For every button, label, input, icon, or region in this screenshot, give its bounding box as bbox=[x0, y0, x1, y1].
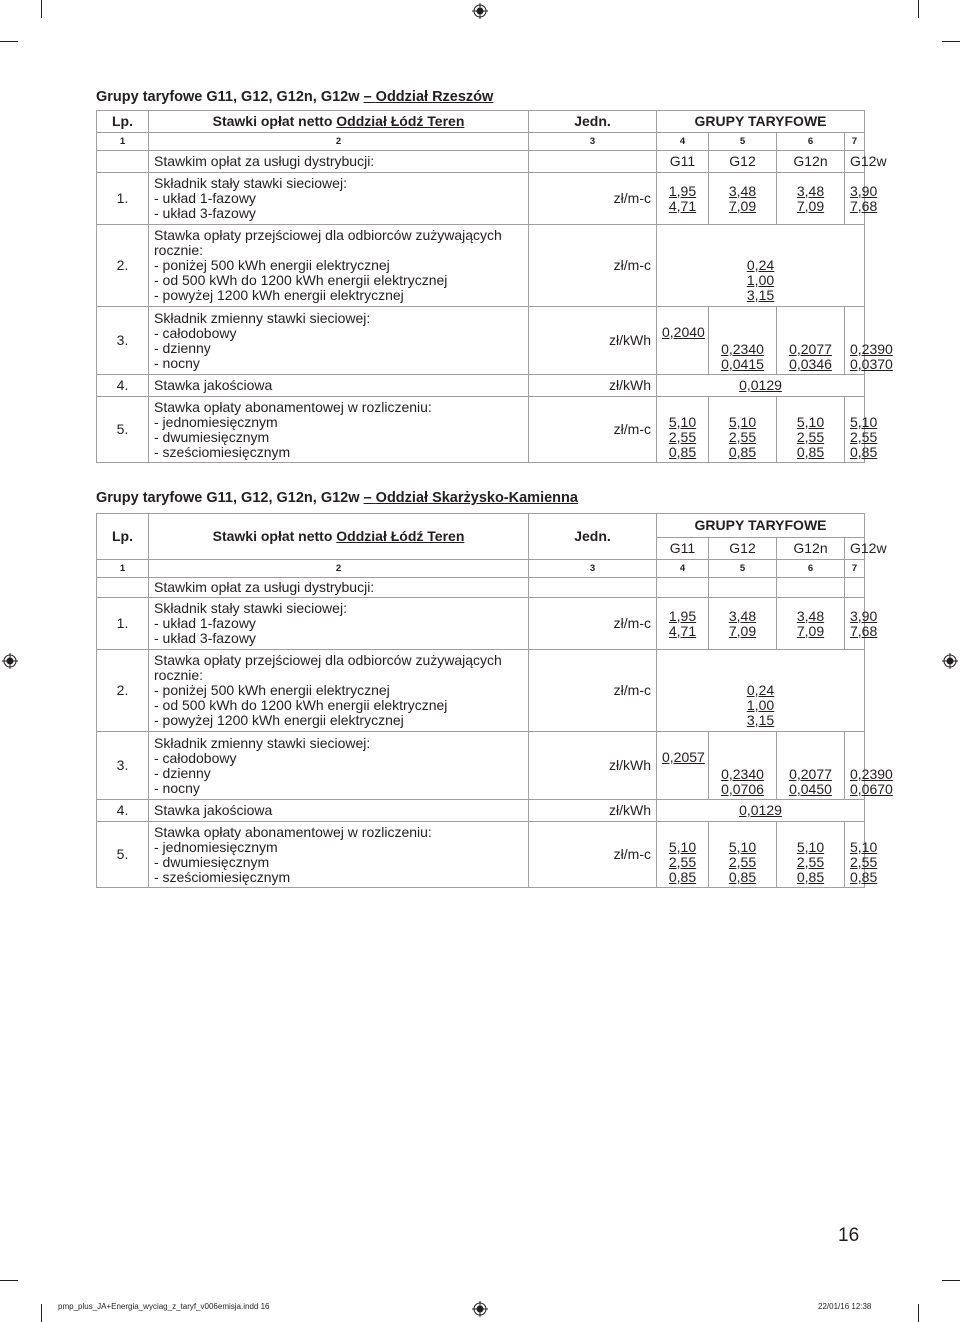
cell-value: 5,10 bbox=[796, 414, 825, 430]
row-description bbox=[149, 225, 529, 307]
cell-value: 7,09 bbox=[796, 197, 825, 214]
cell-value: 5,10 bbox=[668, 414, 697, 430]
row-line: - powyżej 1200 kWh energii elektrycznej bbox=[154, 287, 404, 303]
cell-value: 2,55 bbox=[668, 854, 697, 870]
cell-value: 0,0670 bbox=[850, 781, 893, 797]
value-g12w bbox=[845, 173, 878, 225]
row-line: Stawka opłaty przejściowej dla odbiorców zużywających bbox=[154, 652, 502, 668]
row-line: - sześciomiesięcznym bbox=[154, 868, 291, 885]
cell-value: 4,71 bbox=[668, 197, 697, 214]
value-g12 bbox=[709, 307, 777, 375]
section-title-prefix: Grupy taryfowe G11, G12, G12n, G12w bbox=[96, 490, 360, 506]
trim-mark bbox=[942, 1280, 960, 1281]
header-stawki-oddzial: Oddział Łódź Teren bbox=[336, 113, 465, 129]
value-g11 bbox=[657, 173, 709, 225]
section-title-rzeszow bbox=[96, 89, 493, 105]
row-unit: zł/m-c bbox=[529, 598, 657, 650]
col-number: 4 bbox=[657, 560, 709, 578]
cell-value: 7,68 bbox=[850, 197, 878, 214]
table-row bbox=[97, 598, 865, 650]
cell-value: 2,55 bbox=[796, 854, 825, 870]
row-unit: zł/kWh bbox=[529, 800, 657, 822]
value-all-groups bbox=[657, 650, 865, 732]
cell-value: 5,10 bbox=[796, 839, 825, 855]
row-lp: 4. bbox=[97, 375, 149, 397]
row-line: Składnik stały stawki sieciowej: bbox=[154, 600, 347, 616]
value-all-groups bbox=[657, 225, 865, 307]
group-g11: G11 bbox=[657, 151, 709, 173]
row-line: - całodobowy bbox=[154, 749, 237, 766]
col-number: 6 bbox=[777, 133, 845, 151]
trim-mark bbox=[41, 0, 42, 18]
cell-value: 2,55 bbox=[850, 429, 878, 445]
cell-value: 0,2340 bbox=[721, 341, 764, 357]
tariff-table-rzeszow bbox=[96, 110, 893, 463]
row-line: - powyżej 1200 kWh energii elektrycznej bbox=[154, 712, 404, 728]
group-g12: G12 bbox=[709, 538, 777, 560]
col-number: 1 bbox=[97, 133, 149, 151]
row-line: Składnik zmienny stawki sieciowej: bbox=[154, 734, 371, 751]
col-number: 1 bbox=[97, 560, 149, 578]
cell-value: 0,85 bbox=[796, 444, 825, 460]
table-row bbox=[97, 800, 865, 822]
header-grupy-taryfowe: GRUPY TARYFOWE bbox=[657, 111, 865, 133]
cell-value: 1,00 bbox=[746, 697, 775, 713]
table-row bbox=[97, 732, 865, 800]
cell-value: 5,10 bbox=[728, 839, 757, 855]
header-stawki-oddzial: Oddział Łódź Teren bbox=[336, 528, 465, 544]
group-g12w: G12w bbox=[845, 151, 865, 173]
trim-mark bbox=[0, 41, 18, 42]
cell-value: 0,24 bbox=[746, 257, 775, 273]
value-g12w bbox=[845, 307, 893, 375]
row-line: - układ 3-fazowy bbox=[154, 205, 256, 221]
row-line: - od 500 kWh do 1200 kWh energii elektrycznej bbox=[154, 697, 448, 713]
header-grupy-taryfowe: GRUPY TARYFOWE bbox=[657, 514, 865, 538]
col-number: 5 bbox=[709, 133, 777, 151]
cell-value: 4,71 bbox=[668, 622, 697, 639]
cell-value: 2,55 bbox=[728, 429, 757, 445]
intro-label: Stawkim opłat za usługi dystrybucji: bbox=[149, 578, 529, 598]
value-g12n bbox=[777, 598, 845, 650]
cell-value: 0,85 bbox=[850, 444, 878, 460]
cell-value: 0,2390 bbox=[850, 341, 893, 357]
cell-value: 0,85 bbox=[668, 869, 697, 885]
section-title-dash: – bbox=[363, 89, 372, 105]
cell-value: 3,90 bbox=[850, 182, 878, 199]
header-jedn: Jedn. bbox=[529, 111, 657, 133]
registration-mark-icon bbox=[942, 653, 958, 669]
cell-value: 0,85 bbox=[796, 869, 825, 885]
cell-value: 5,10 bbox=[850, 839, 878, 855]
cell-value: 5,10 bbox=[850, 414, 878, 430]
trim-mark bbox=[41, 1304, 42, 1322]
value-g12 bbox=[709, 397, 777, 463]
cell-value: 7,09 bbox=[728, 622, 757, 639]
cell-value: 2,55 bbox=[728, 854, 757, 870]
col-number: 4 bbox=[657, 133, 709, 151]
row-lp: 3. bbox=[97, 307, 149, 375]
value-g11 bbox=[657, 822, 709, 888]
header-jedn: Jedn. bbox=[529, 514, 657, 560]
col-number: 5 bbox=[709, 560, 777, 578]
value-g12w bbox=[845, 732, 893, 800]
row-unit: zł/m-c bbox=[529, 225, 657, 307]
value-g11: 0,2040 bbox=[657, 307, 709, 375]
row-line: Składnik zmienny stawki sieciowej: bbox=[154, 309, 371, 326]
table-row bbox=[97, 578, 865, 598]
cell-value: 0,0370 bbox=[850, 356, 893, 372]
row-line: - nocny bbox=[154, 354, 200, 371]
registration-mark-icon bbox=[2, 653, 18, 669]
row-lp: 4. bbox=[97, 800, 149, 822]
table-row bbox=[97, 650, 865, 732]
cell-value: 0,2077 bbox=[789, 766, 832, 782]
row-line: rocznie: bbox=[154, 242, 204, 258]
header-lp: Lp. bbox=[97, 111, 149, 133]
column-number-row bbox=[97, 560, 865, 578]
row-unit: zł/m-c bbox=[529, 822, 657, 888]
registration-mark-icon bbox=[472, 1301, 488, 1317]
row-line: - układ 1-fazowy bbox=[154, 190, 256, 206]
value-g12 bbox=[709, 732, 777, 800]
footer-file-name: pmp_plus_JA+Energia_wyciag_z_taryf_v006emisja.indd 16 bbox=[58, 1302, 270, 1311]
row-unit: zł/kWh bbox=[529, 732, 657, 800]
trim-mark bbox=[0, 1280, 18, 1281]
section-title-dash: – bbox=[363, 490, 372, 506]
cell-value: 0,2340 bbox=[721, 766, 764, 782]
cell-value: 0,85 bbox=[728, 869, 757, 885]
cell-value: 3,48 bbox=[796, 182, 825, 199]
table-header-row bbox=[97, 111, 865, 133]
cell-value: 0,85 bbox=[728, 444, 757, 460]
table-row bbox=[97, 225, 865, 307]
row-description bbox=[149, 307, 529, 375]
cell-value: 7,68 bbox=[850, 622, 878, 639]
cell-value: 7,09 bbox=[796, 622, 825, 639]
row-line: - jednomiesięcznym bbox=[154, 413, 278, 430]
value-g12 bbox=[709, 173, 777, 225]
row-description: Stawka jakościowa bbox=[149, 375, 529, 397]
row-description bbox=[149, 732, 529, 800]
row-description: Stawka jakościowa bbox=[149, 800, 529, 822]
row-line: Stawka opłaty przejściowej dla odbiorców zużywających bbox=[154, 227, 502, 243]
value-g12n bbox=[777, 397, 845, 463]
row-line: - układ 1-fazowy bbox=[154, 615, 256, 631]
row-description bbox=[149, 598, 529, 650]
row-description bbox=[149, 822, 529, 888]
cell-value: 0,24 bbox=[746, 682, 775, 698]
row-line: - dzienny bbox=[154, 339, 211, 356]
cell-value: 3,48 bbox=[796, 607, 825, 624]
value-g12n bbox=[777, 822, 845, 888]
cell-value: 0,0346 bbox=[789, 356, 832, 372]
section-title-oddzial: Oddział Skarżysko-Kamienna bbox=[375, 490, 578, 506]
cell-value: 3,15 bbox=[746, 287, 775, 303]
value-all-groups: 0,0129 bbox=[657, 375, 865, 397]
trim-mark bbox=[918, 1304, 919, 1322]
cell-value: 2,55 bbox=[668, 429, 697, 445]
row-lp: 5. bbox=[97, 397, 149, 463]
col-number: 2 bbox=[149, 560, 529, 578]
value-g12 bbox=[709, 822, 777, 888]
row-line: - dwumiesięcznym bbox=[154, 853, 270, 870]
value-g12 bbox=[709, 598, 777, 650]
cell-value: 0,0706 bbox=[721, 781, 764, 797]
cell-value: 7,09 bbox=[728, 197, 757, 214]
row-line: - poniżej 500 kWh energii elektrycznej bbox=[154, 257, 390, 273]
value-g12w bbox=[845, 397, 878, 463]
table-row bbox=[97, 173, 865, 225]
cell-value: 1,00 bbox=[746, 272, 775, 288]
table-row bbox=[97, 375, 865, 397]
row-line: - od 500 kWh do 1200 kWh energii elektrycznej bbox=[154, 272, 448, 288]
trim-mark bbox=[918, 0, 919, 18]
row-line: - jednomiesięcznym bbox=[154, 838, 278, 855]
row-description bbox=[149, 397, 529, 463]
group-g12: G12 bbox=[709, 151, 777, 173]
cell-value: 0,85 bbox=[668, 444, 697, 460]
table-row bbox=[97, 397, 865, 463]
row-unit: zł/kWh bbox=[529, 375, 657, 397]
row-lp: 1. bbox=[97, 598, 149, 650]
trim-mark bbox=[942, 41, 960, 42]
row-lp: 5. bbox=[97, 822, 149, 888]
row-line: - dzienny bbox=[154, 764, 211, 781]
row-line: - układ 3-fazowy bbox=[154, 630, 256, 646]
header-stawki-prefix: Stawki opłat netto bbox=[212, 528, 333, 544]
row-line: rocznie: bbox=[154, 667, 204, 683]
table-row bbox=[97, 307, 865, 375]
group-g12w: G12w bbox=[845, 538, 865, 560]
header-lp: Lp. bbox=[97, 514, 149, 560]
cell-value: 3,48 bbox=[728, 182, 757, 199]
col-number: 3 bbox=[529, 133, 657, 151]
section-title-prefix: Grupy taryfowe G11, G12, G12n, G12w bbox=[96, 89, 360, 105]
value-g12n bbox=[777, 732, 845, 800]
column-number-row bbox=[97, 133, 865, 151]
col-number: 7 bbox=[845, 133, 865, 151]
tariff-table-skarzysko bbox=[96, 513, 893, 888]
cell-value: 5,10 bbox=[728, 414, 757, 430]
registration-mark-icon bbox=[472, 3, 488, 19]
value-g12n bbox=[777, 307, 845, 375]
value-g11 bbox=[657, 397, 709, 463]
cell-value: 3,90 bbox=[850, 607, 878, 624]
cell-value: 5,10 bbox=[668, 839, 697, 855]
intro-label: Stawkim opłat za usługi dystrybucji: bbox=[149, 151, 529, 173]
page-number: 16 bbox=[838, 1225, 860, 1246]
value-g11: 0,2057 bbox=[657, 732, 709, 800]
row-lp: 2. bbox=[97, 225, 149, 307]
row-line: - poniżej 500 kWh energii elektrycznej bbox=[154, 682, 390, 698]
row-description bbox=[149, 173, 529, 225]
cell-value: 3,15 bbox=[746, 712, 775, 728]
row-line: - dwumiesięcznym bbox=[154, 428, 270, 445]
table-row bbox=[97, 151, 865, 173]
row-line: - sześciomiesięcznym bbox=[154, 443, 291, 460]
cell-value: 1,95 bbox=[668, 182, 697, 199]
row-lp: 3. bbox=[97, 732, 149, 800]
group-g11: G11 bbox=[657, 538, 709, 560]
cell-value: 0,0450 bbox=[789, 781, 832, 797]
value-g11 bbox=[657, 598, 709, 650]
footer-date: 22/01/16 12:38 bbox=[818, 1302, 872, 1311]
header-stawki bbox=[149, 111, 529, 133]
group-g12n: G12n bbox=[777, 538, 845, 560]
header-stawki bbox=[149, 514, 529, 560]
row-description bbox=[149, 650, 529, 732]
cell-value: 2,55 bbox=[850, 854, 878, 870]
col-number: 3 bbox=[529, 560, 657, 578]
cell-value: 2,55 bbox=[796, 429, 825, 445]
cell-value: 0,2390 bbox=[850, 766, 893, 782]
row-unit: zł/m-c bbox=[529, 650, 657, 732]
group-g12n: G12n bbox=[777, 151, 845, 173]
value-g12w bbox=[845, 822, 878, 888]
section-title-skarzysko bbox=[96, 490, 578, 506]
section-title-oddzial: Oddział Rzeszów bbox=[375, 89, 494, 105]
cell-value: 0,2077 bbox=[789, 341, 832, 357]
row-unit: zł/m-c bbox=[529, 173, 657, 225]
row-line: Stawka opłaty abonamentowej w rozliczeniu: bbox=[154, 398, 432, 415]
cell-value: 0,0415 bbox=[721, 356, 764, 372]
cell-value: 1,95 bbox=[668, 607, 697, 624]
cell-value: 3,48 bbox=[728, 607, 757, 624]
row-line: - nocny bbox=[154, 779, 200, 796]
header-stawki-prefix: Stawki opłat netto bbox=[212, 113, 333, 129]
value-g12n bbox=[777, 173, 845, 225]
row-line: Stawka opłaty abonamentowej w rozliczeniu: bbox=[154, 823, 432, 840]
col-number: 2 bbox=[149, 133, 529, 151]
value-all-groups: 0,0129 bbox=[657, 800, 865, 822]
col-number: 7 bbox=[845, 560, 865, 578]
cell-value: 0,85 bbox=[850, 869, 878, 885]
value-g12w bbox=[845, 598, 878, 650]
row-lp: 1. bbox=[97, 173, 149, 225]
table-row bbox=[97, 822, 865, 888]
row-lp: 2. bbox=[97, 650, 149, 732]
row-unit: zł/m-c bbox=[529, 397, 657, 463]
col-number: 6 bbox=[777, 560, 845, 578]
row-line: Składnik stały stawki sieciowej: bbox=[154, 175, 347, 191]
row-unit: zł/kWh bbox=[529, 307, 657, 375]
table-header-row bbox=[97, 514, 865, 538]
row-line: - całodobowy bbox=[154, 324, 237, 341]
